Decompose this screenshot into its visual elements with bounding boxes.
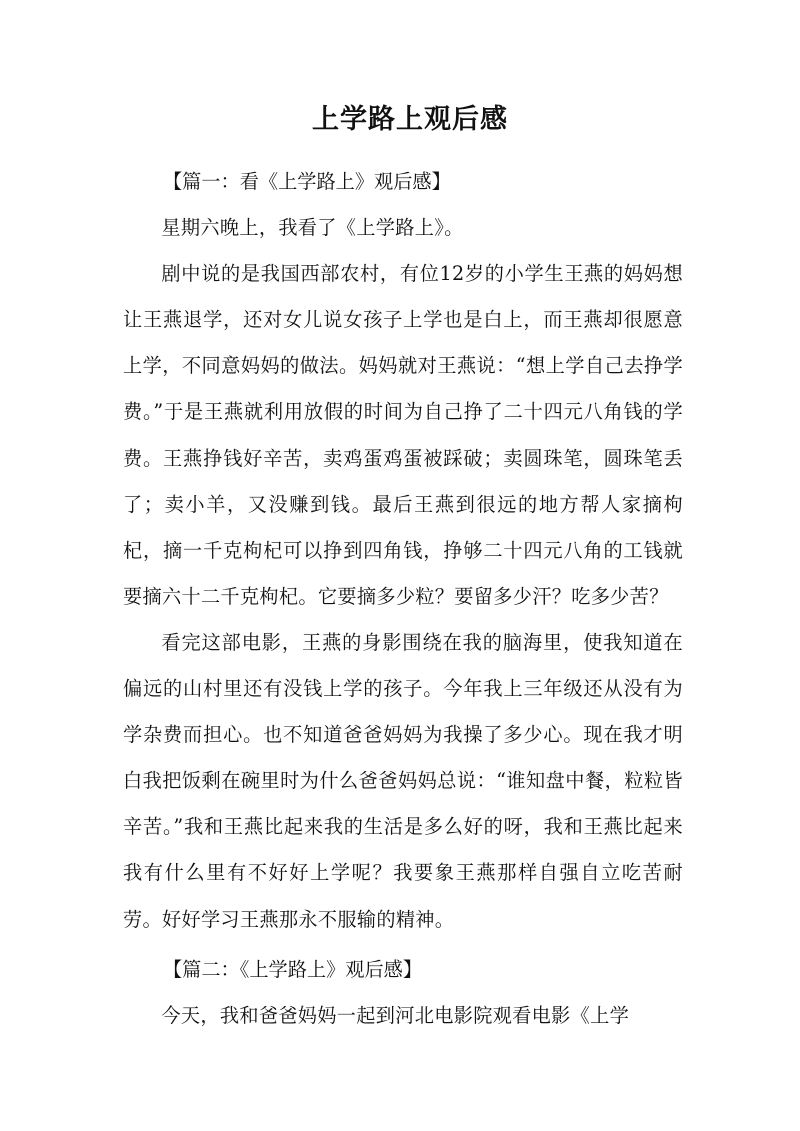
document-title: 上学路上观后感 (312, 104, 508, 135)
paragraph: 剧中说的是我国西部农村，有位12岁的小学生王燕的妈妈想让王燕退学，还对女儿说女孩子上学也是白上，而王燕却很愿意上学，不同意妈妈的做法。妈妈就对王燕说：“想上学自己去挣学费。”于是王燕就利用放假的时间为自己挣了二十四元八角钱的学费。王燕挣钱好辛苦，卖鸡蛋鸡蛋被踩破；卖圆珠笔，圆珠笔丢了；卖小羊，又没赚到钱。最后王燕到很远的地方帮人家摘枸杞，摘一千克枸杞可以挣到四角钱，挣够二十四元八角的工钱就要摘六十二千克枸杞。它要摘多少粒？要留多少汗？吃多少苦？ (123, 262, 683, 608)
section-heading: 【篇一：看《上学路上》观后感】 (163, 170, 451, 193)
paragraph: 今天，我和爸爸妈妈一起到河北电影院观看电影《上学 (161, 1003, 630, 1027)
section-1 (123, 159, 683, 943)
paragraph: 星期六晚上，我看了《上学路上》。 (161, 216, 464, 240)
section-heading: 【篇二：《上学路上》观后感】 (163, 957, 423, 981)
document-page (123, 95, 683, 1039)
paragraph: 看完这部电影，王燕的身影围绕在我的脑海里，使我知道在偏远的山村里还有没钱上学的孩子。今年我上三年级还从没有为学杂费而担心。也不知道爸爸妈妈为我操了多少心。现在我才明白我把饭剩在碗里时为什么爸爸妈妈总说：“谁知盘中餐，粒粒皆辛苦。”我和王燕比起来我的生活是多么好的呀，我和王燕比起来我有什么里有不好好上学呢？我要象王燕那样自强自立吃苦耐劳。好好学习王燕那永不服输的精神。 (123, 630, 683, 931)
section-2 (123, 947, 683, 1039)
